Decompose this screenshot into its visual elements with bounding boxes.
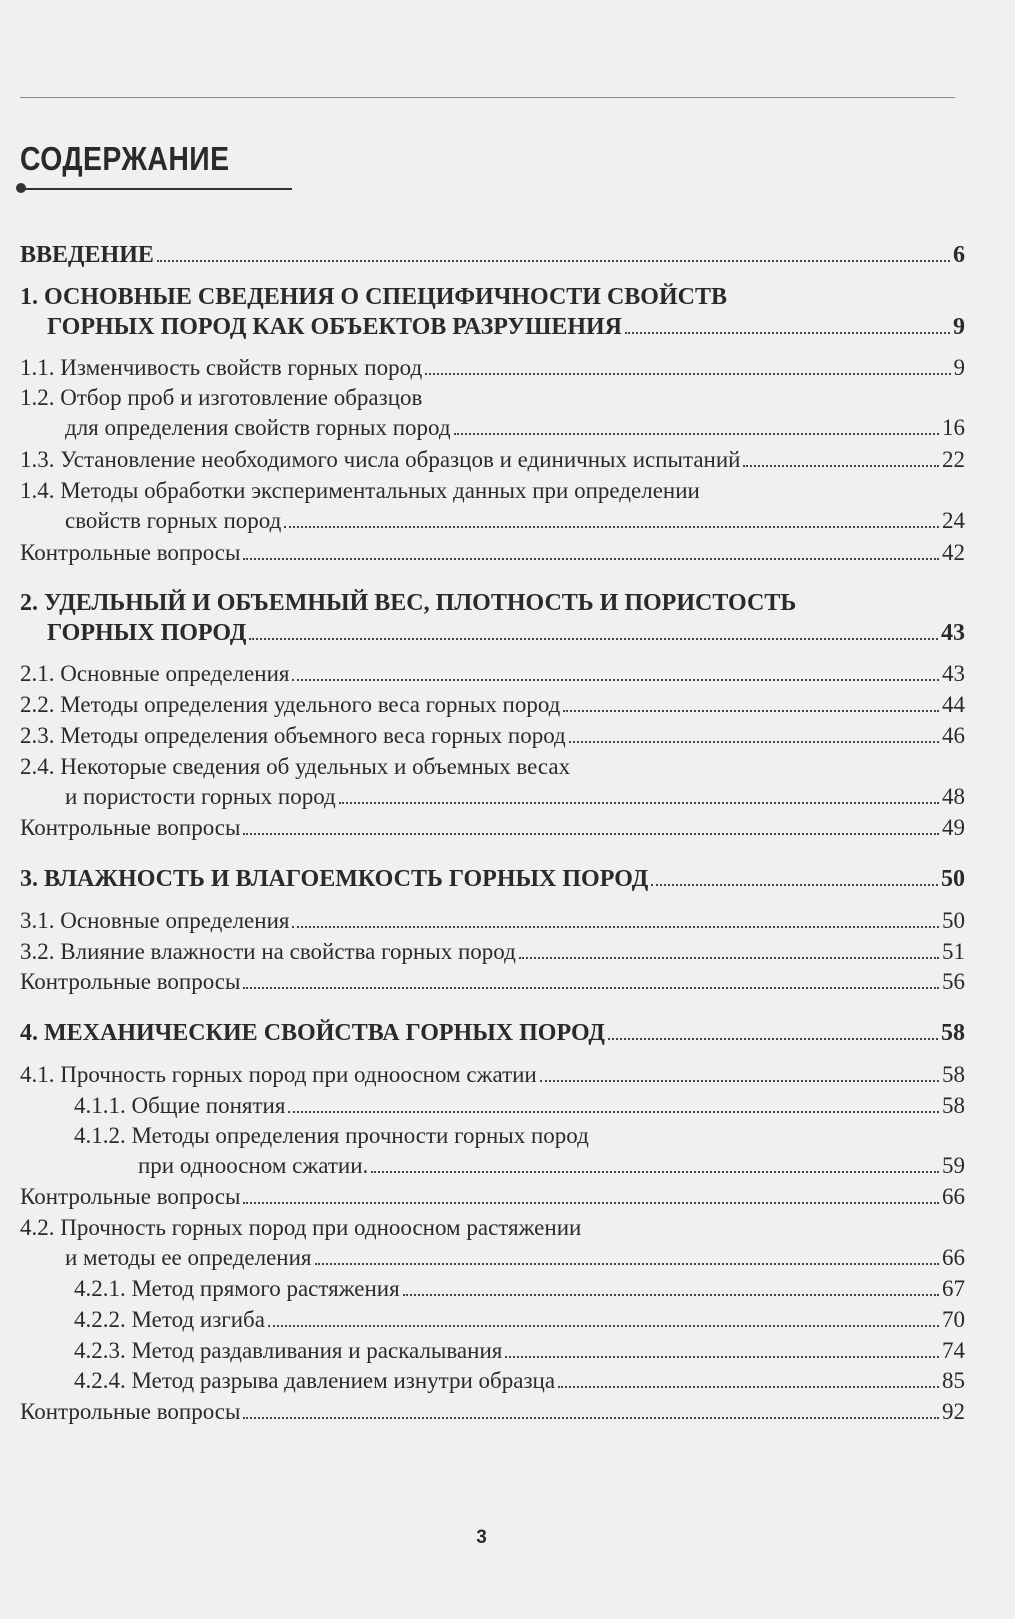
toc-entry[interactable] bbox=[20, 864, 965, 894]
toc-entry-title: 1.3. Установление необходимого числа образцов и единичных испытаний bbox=[20, 447, 741, 472]
toc-page-number: 50 bbox=[941, 866, 965, 892]
toc-entry[interactable] bbox=[20, 967, 965, 997]
toc-entry-title: 4. МЕХАНИЧЕСКИЕ СВОЙСТВА ГОРНЫХ ПОРОД bbox=[20, 1020, 605, 1046]
toc-entry[interactable] bbox=[20, 813, 965, 843]
toc-entry[interactable] bbox=[20, 1397, 965, 1427]
dot-leader bbox=[315, 1263, 940, 1265]
toc-page-number: 48 bbox=[942, 784, 965, 809]
toc-entry-title: 4.2.1. Метод прямого растяжения bbox=[74, 1276, 400, 1301]
toc-entry-title: 2.3. Методы определения объемного веса горных пород bbox=[20, 723, 566, 748]
toc-entry[interactable] bbox=[74, 1366, 965, 1396]
toc-entry-title: 3.1. Основные определения bbox=[20, 908, 290, 933]
toc-page-number: 66 bbox=[942, 1184, 965, 1209]
dot-leader bbox=[249, 638, 938, 640]
toc-entry[interactable] bbox=[20, 538, 965, 568]
toc-page-number: 56 bbox=[942, 969, 965, 994]
toc-entry-title-line: 1.4. Методы обработки экспериментальных данных при определении bbox=[20, 478, 700, 503]
toc-entry-title: Контрольные вопросы bbox=[20, 540, 241, 565]
dot-leader bbox=[339, 802, 939, 804]
toc-entry[interactable] bbox=[74, 1091, 965, 1121]
toc-entry[interactable] bbox=[47, 312, 965, 342]
running-header-rule bbox=[20, 97, 955, 98]
dot-leader bbox=[425, 373, 950, 375]
toc-entry-title: Контрольные вопросы bbox=[20, 1184, 241, 1209]
toc-page-number: 67 bbox=[942, 1276, 965, 1301]
dot-leader bbox=[243, 987, 939, 989]
dot-leader bbox=[540, 1080, 939, 1082]
toc-page-number: 24 bbox=[942, 508, 965, 533]
toc-entry[interactable] bbox=[74, 1336, 965, 1366]
dot-leader bbox=[288, 1111, 939, 1113]
toc-entry-title: ВВЕДЕНИЕ bbox=[20, 242, 154, 268]
toc-entry-title: при одноосном сжатии. bbox=[138, 1153, 369, 1178]
toc-entry-title: для определения свойств горных пород bbox=[65, 415, 451, 440]
toc-page-number: 51 bbox=[942, 939, 965, 964]
toc-page-number: 59 bbox=[942, 1153, 965, 1178]
dot-leader bbox=[558, 1386, 939, 1388]
page-title: СОДЕРЖАНИЕ bbox=[20, 140, 230, 177]
toc-entry[interactable] bbox=[20, 1018, 965, 1048]
toc-page-number: 6 bbox=[953, 242, 965, 268]
toc-entry[interactable] bbox=[65, 782, 965, 812]
dot-leader bbox=[625, 332, 950, 334]
dot-leader bbox=[268, 1325, 939, 1327]
toc-page-number: 49 bbox=[942, 815, 965, 840]
dot-leader bbox=[157, 260, 950, 262]
toc-page-number: 43 bbox=[942, 661, 965, 686]
toc-page-number: 50 bbox=[942, 908, 965, 933]
toc-entry-title: и методы ее определения bbox=[65, 1245, 312, 1270]
toc-entry-title-line: 1. ОСНОВНЫЕ СВЕДЕНИЯ О СПЕЦИФИЧНОСТИ СВОЙСТВ bbox=[20, 284, 727, 310]
toc-entry[interactable] bbox=[20, 240, 965, 270]
dot-leader bbox=[243, 1202, 939, 1204]
toc-entry-title: 4.2.2. Метод изгиба bbox=[74, 1307, 265, 1332]
toc-page-number: 44 bbox=[942, 692, 965, 717]
toc-entry[interactable] bbox=[138, 1151, 965, 1181]
toc-entry-title-line: 4.1.2. Методы определения прочности горных пород bbox=[74, 1123, 589, 1148]
toc-entry-title: ГОРНЫХ ПОРОД КАК ОБЪЕКТОВ РАЗРУШЕНИЯ bbox=[47, 314, 623, 340]
toc-page-number: 9 bbox=[953, 314, 965, 340]
dot-leader bbox=[569, 741, 939, 743]
dot-leader bbox=[371, 1171, 939, 1173]
toc-entry[interactable] bbox=[20, 353, 965, 383]
toc-entry-title: 3.2. Влияние влажности на свойства горных пород bbox=[20, 939, 516, 964]
toc-entry[interactable] bbox=[20, 659, 965, 689]
toc-entry-title: 4.2.4. Метод разрыва давлением изнутри образца bbox=[74, 1368, 556, 1393]
toc-page-number: 42 bbox=[942, 540, 965, 565]
dot-leader bbox=[403, 1294, 939, 1296]
toc-entry-title-line: 2. УДЕЛЬНЫЙ И ОБЪЕМНЫЙ ВЕС, ПЛОТНОСТЬ И ПОРИСТОСТЬ bbox=[20, 590, 797, 616]
dot-leader bbox=[243, 1417, 939, 1419]
toc-page-number: 58 bbox=[941, 1020, 965, 1046]
toc-entry-title: 1.1. Изменчивость свойств горных пород bbox=[20, 355, 423, 380]
dot-leader bbox=[651, 884, 938, 886]
dot-leader bbox=[243, 833, 939, 835]
toc-entry[interactable] bbox=[74, 1305, 965, 1335]
heading-underline bbox=[24, 188, 292, 190]
toc-entry[interactable] bbox=[65, 1243, 965, 1273]
toc-entry-title-line: 2.4. Некоторые сведения об удельных и объемных весах bbox=[20, 754, 571, 779]
dot-leader bbox=[519, 957, 939, 959]
toc-entry-title-line: 4.2. Прочность горных пород при одноосном растяжении bbox=[20, 1215, 582, 1240]
toc-entry[interactable] bbox=[65, 506, 965, 536]
toc-entry-title: 2.2. Методы определения удельного веса горных пород bbox=[20, 692, 561, 717]
toc-entry[interactable] bbox=[65, 413, 965, 443]
toc-page-number: 9 bbox=[953, 355, 965, 380]
toc-entry-title: и пористости горных пород bbox=[65, 784, 336, 809]
toc-entry-title: свойств горных пород bbox=[65, 508, 282, 533]
toc-page-number: 22 bbox=[942, 447, 965, 472]
toc-entry-title: 2.1. Основные определения bbox=[20, 661, 290, 686]
toc-entry[interactable] bbox=[47, 618, 965, 648]
toc-entry[interactable] bbox=[74, 1274, 965, 1304]
dot-leader bbox=[292, 679, 939, 681]
toc-page-number: 46 bbox=[942, 723, 965, 748]
toc-entry-title: 4.1. Прочность горных пород при одноосном сжатии bbox=[20, 1062, 537, 1087]
toc-entry[interactable] bbox=[20, 1182, 965, 1212]
toc-entry[interactable] bbox=[20, 690, 965, 720]
dot-leader bbox=[243, 558, 939, 560]
toc-page-number: 66 bbox=[942, 1245, 965, 1270]
dot-leader bbox=[292, 926, 939, 928]
dot-leader bbox=[743, 465, 939, 467]
toc-entry[interactable] bbox=[20, 721, 965, 751]
toc-entry-title: 3. ВЛАЖНОСТЬ И ВЛАГОЕМКОСТЬ ГОРНЫХ ПОРОД bbox=[20, 866, 649, 892]
toc-page-number: 74 bbox=[942, 1338, 965, 1363]
toc-entry-title: Контрольные вопросы bbox=[20, 969, 241, 994]
toc-entry[interactable] bbox=[20, 906, 965, 936]
dot-leader bbox=[608, 1038, 938, 1040]
toc-entry[interactable] bbox=[20, 445, 965, 475]
toc-page-number: 43 bbox=[941, 620, 965, 646]
toc-page-number: 58 bbox=[942, 1093, 965, 1118]
toc-entry-title-line: 1.2. Отбор проб и изготовление образцов bbox=[20, 385, 423, 410]
toc-page-number: 16 bbox=[942, 415, 965, 440]
toc-entry-title: Контрольные вопросы bbox=[20, 815, 241, 840]
toc-entry-title: ГОРНЫХ ПОРОД bbox=[47, 620, 247, 646]
page-number: 3 bbox=[476, 1527, 487, 1548]
toc-entry[interactable] bbox=[20, 937, 965, 967]
dot-leader bbox=[505, 1356, 939, 1358]
toc-entry-title: 4.1.1. Общие понятия bbox=[74, 1093, 286, 1118]
toc-entry[interactable] bbox=[20, 1060, 965, 1090]
toc-entry-title: Контрольные вопросы bbox=[20, 1399, 241, 1424]
toc-page-number: 70 bbox=[942, 1307, 965, 1332]
toc-page-number: 58 bbox=[942, 1062, 965, 1087]
toc-page-number: 85 bbox=[942, 1368, 965, 1393]
toc-page-number: 92 bbox=[942, 1399, 965, 1424]
toc-entry-title: 4.2.3. Метод раздавливания и раскалывания bbox=[74, 1338, 503, 1363]
dot-leader bbox=[454, 433, 939, 435]
dot-leader bbox=[284, 526, 939, 528]
dot-leader bbox=[563, 710, 939, 712]
